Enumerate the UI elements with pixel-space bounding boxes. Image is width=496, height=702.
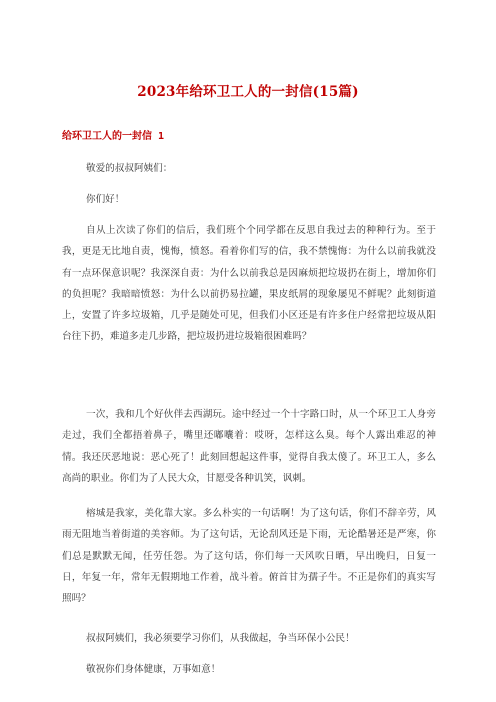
paragraph-reflection: 自从上次读了你们的信后，我们班个个同学都在反思自我过去的种种行为。至于我，更是无比地自责，愧悔，愤怒。看着你们写的信，我不禁愧悔：为什么以前我就没有一点环保意识呢？我深深自责：为什么以前我总是因麻烦把垃圾扔在街上，增加你们的负担呢？我暗暗愤怒：为什么以前扔易拉罐，果皮纸屑的现象屡见不鲜呢？此刻街道上，安置了许多垃圾箱，几乎是随处可见，但我们小区还是有许多住户经常把垃圾从阳台往下扔，难道多走几步路，把垃圾扔进垃圾箱很困难吗？	[62, 225, 436, 343]
paragraph-pledge: 叔叔阿姨们，我必须要学习你们，从我做起，争当环保小公民！	[86, 633, 355, 644]
section-heading: 给环卫工人的一封信 1	[62, 131, 165, 142]
paragraph-west-lake: 一次，我和几个好伙伴去西湖玩。途中经过一个十字路口时，从一个环卫工人身旁走过，我们全都捂着鼻子，嘴里还嘟囔着：哎呀，怎样这么臭。每个人露出难忍的神情。我还厌恶地说：恶心死了！此刻回想起这件事，觉得自我太傻了。环卫工人，多么高尚的职业。你们为了人民大众，甘愿受各种讥笑，讽刺。	[62, 409, 436, 484]
paragraph-greeting: 敬爱的叔叔阿姨们：	[86, 163, 173, 174]
paragraph-hello: 你们好！	[86, 194, 125, 205]
paragraph-rongcheng: 榕城是我家，美化靠大家。多么朴实的一句话啊！为了这句话，你们不辞辛劳，风雨无阻地当着街道的美容师。为了这句话，无论刮风还是下雨，无论酷暑还是严寒，你们总是默默无闻，任劳任怨。为了这句话，你们每一天风吹日晒，早出晚归，日复一日，年复一年，常年无假期地工作着，战斗着。俯首甘为孺子牛。不正是你们的真实写照吗？	[62, 508, 436, 605]
paragraph-wishes: 敬祝你们身体健康，万事如意！	[86, 664, 221, 675]
document-title: 2023年给环卫工人的一封信(15篇)	[137, 84, 359, 100]
